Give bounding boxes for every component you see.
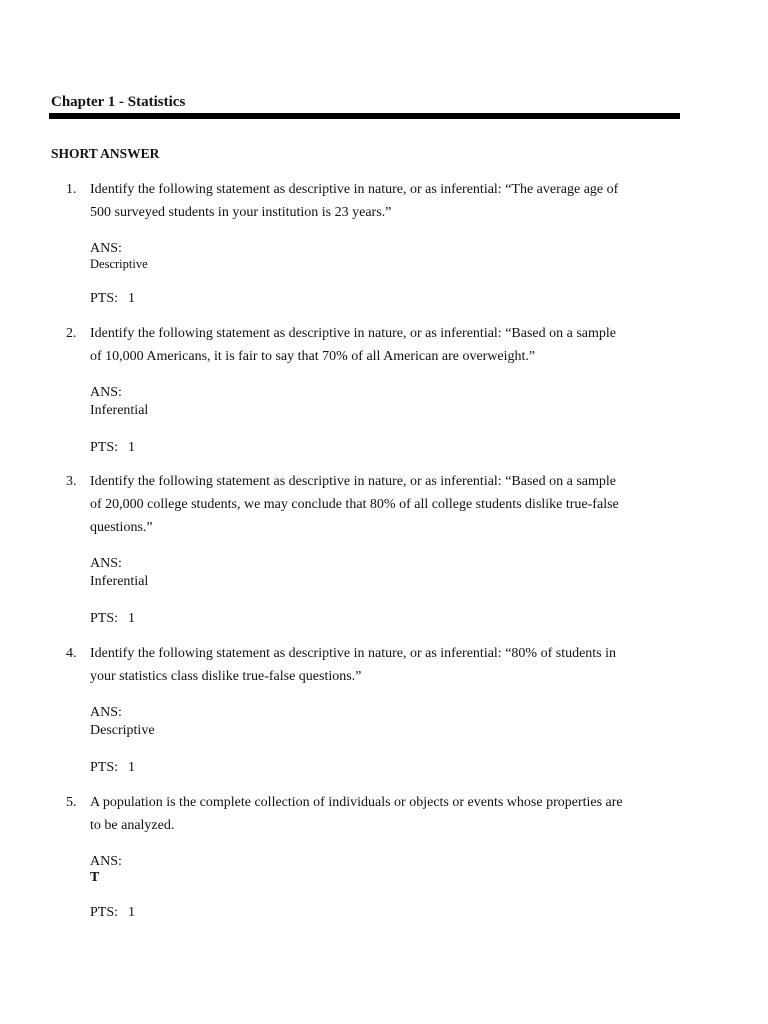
points-label: PTS: xyxy=(90,905,119,920)
points-label: PTS: xyxy=(90,291,119,306)
points-label: PTS: xyxy=(90,611,119,626)
answer-label: ANS: xyxy=(90,241,122,256)
page-title: Chapter 1 - Statistics xyxy=(51,94,186,110)
question-text: Identify the following statement as descriptive in nature, or as inferential: “80% of students in your statistics class dislike true-false questions.” xyxy=(90,646,617,684)
answer-value: T xyxy=(90,870,100,885)
question-text: Identify the following statement as descriptive in nature, or as inferential: “Based on a sample of 10,000 Americans, it is fair to say that 70% of all American are overweight.” xyxy=(90,326,616,364)
points-value: 1 xyxy=(128,291,136,306)
points-value: 1 xyxy=(128,905,136,920)
question-number: 1. xyxy=(66,182,77,197)
question-number: 4. xyxy=(66,646,77,661)
points-value: 1 xyxy=(128,760,136,775)
points-value: 1 xyxy=(128,440,136,455)
answer-label: ANS: xyxy=(90,556,122,571)
question-text: Identify the following statement as descriptive in nature, or as inferential: “Based on a sample of 20,000 college students, we may conclude that 80% of all college students dislike true-false questions.” xyxy=(90,474,619,535)
points-label: PTS: xyxy=(90,760,119,775)
answer-value: Inferential xyxy=(90,403,149,418)
answer-value: Descriptive xyxy=(90,257,148,271)
section-heading: SHORT ANSWER xyxy=(51,146,160,161)
question-number: 3. xyxy=(66,474,77,489)
points-row xyxy=(90,611,135,627)
answer-value: Inferential xyxy=(90,574,149,589)
points-row xyxy=(90,440,135,456)
question-number: 5. xyxy=(66,795,77,810)
points-row xyxy=(90,291,135,307)
question-text: Identify the following statement as descriptive in nature, or as inferential: “The average age of 500 surveyed students in your institution is 23 years.” xyxy=(90,182,619,220)
points-label: PTS: xyxy=(90,440,119,455)
points-row xyxy=(90,905,135,921)
points-row xyxy=(90,760,135,776)
answer-label: ANS: xyxy=(90,854,122,869)
answer-value: Descriptive xyxy=(90,723,155,738)
question-number: 2. xyxy=(66,326,77,341)
answer-label: ANS: xyxy=(90,705,122,720)
points-value: 1 xyxy=(128,611,136,626)
answer-label: ANS: xyxy=(90,385,122,400)
question-text: A population is the complete collection of individuals or objects or events whose properties are to be analyzed. xyxy=(90,795,623,833)
